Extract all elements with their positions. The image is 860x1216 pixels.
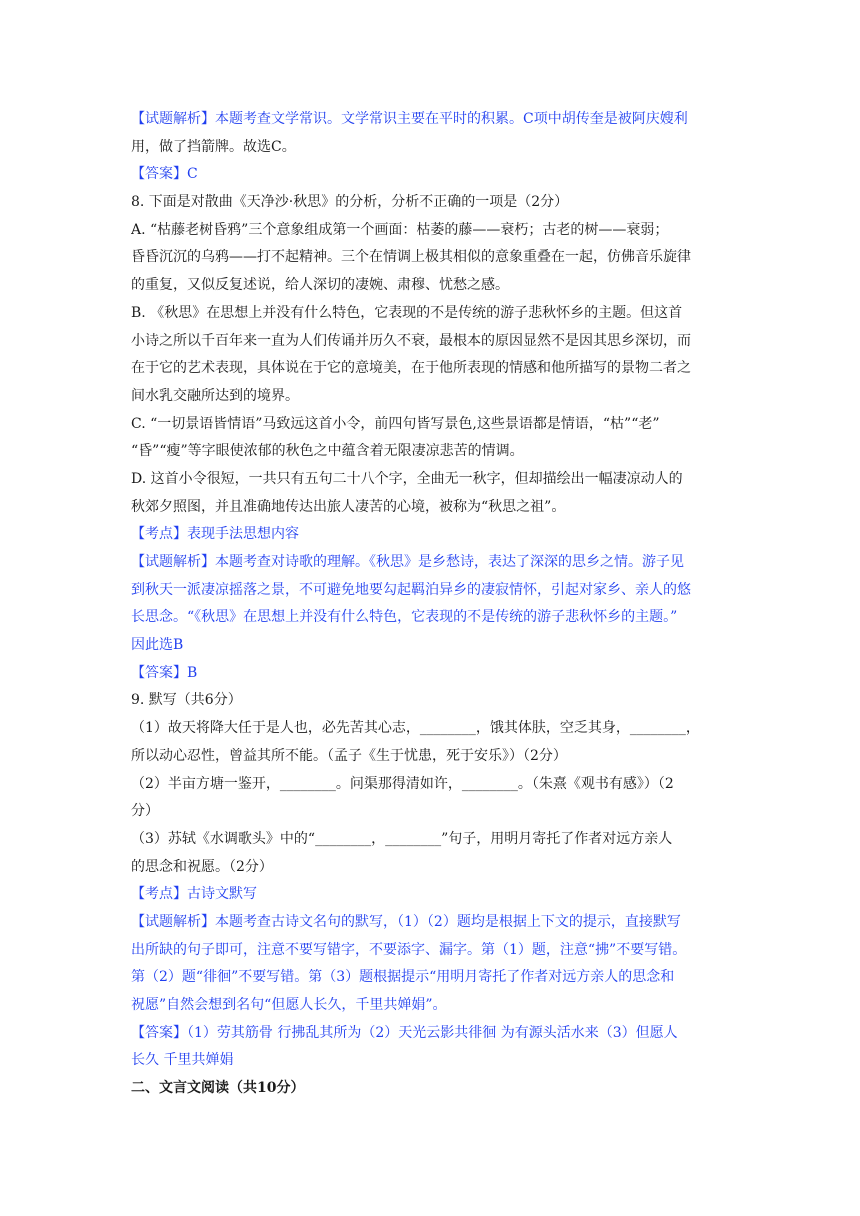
text-line xyxy=(131,660,735,688)
line-text: 所以动心忍性，曾益其所不能。（孟子《生于忧患，死于安乐》）（2分） xyxy=(131,747,567,764)
text-line xyxy=(131,881,735,909)
section-tag: 【答案】 xyxy=(131,664,187,681)
tag-content: B xyxy=(187,664,198,681)
line-text: 在于它的艺术表现，具体说在于它的意境美，在于他所表现的情感和他所描写的景物二者之 xyxy=(131,360,691,377)
line-text: 长久 千里共婵娟 xyxy=(131,1052,234,1069)
section-tag: 【试题解析】 xyxy=(131,913,215,930)
text-line xyxy=(131,244,735,272)
text-line xyxy=(131,743,735,771)
text-line xyxy=(131,355,735,383)
text-line xyxy=(131,577,735,605)
line-text: （2）半亩方塘一鉴开，________。问渠那得清如许，________。（朱熹《观书有感》）（2 xyxy=(131,775,674,792)
tag-content: 本题考查对诗歌的理解。《秋思》是乡愁诗，表达了深深的思乡之情。游子见 xyxy=(215,554,684,570)
text-line xyxy=(131,328,735,356)
section-tag: 【试题解析】 xyxy=(131,554,215,570)
section-tag: 【考点】 xyxy=(131,886,187,903)
text-line xyxy=(131,964,735,992)
text-line xyxy=(131,715,735,743)
text-line xyxy=(131,632,735,660)
text-line xyxy=(131,604,735,632)
line-text: “昏”“瘦”等字眼使浓郁的秋色之中蕴含着无限凄凉悲苦的情调。 xyxy=(131,443,524,460)
line-text: 秋郊夕照图，并且准确地传达出旅人凄苦的心境，被称为“秋思之祖”。 xyxy=(131,498,566,515)
text-line xyxy=(131,438,735,466)
text-line xyxy=(131,909,735,937)
text-line xyxy=(131,300,735,328)
text-line xyxy=(131,383,735,411)
text-line xyxy=(131,854,735,882)
text-line xyxy=(131,937,735,965)
section-tag: 【考点】 xyxy=(131,526,187,543)
text-line xyxy=(131,521,735,549)
document-body xyxy=(131,106,735,1103)
line-text: B. 《秋思》在思想上并没有什么特色，它表现的不是传统的游子悲秋怀乡的主题。但这首 xyxy=(131,304,683,321)
text-line xyxy=(131,549,735,577)
line-text: 用，做了挡箭牌。故选C。 xyxy=(131,138,296,155)
line-text: 间水乳交融所达到的境界。 xyxy=(131,387,299,404)
tag-content: 古诗文默写 xyxy=(187,886,257,903)
tag-content: 本题考查古诗文名句的默写，（1）（2）题均是根据上下文的提示，直接默写 xyxy=(215,913,681,930)
text-line xyxy=(131,494,735,522)
tag-content: 表现手法思想内容 xyxy=(187,526,299,543)
tag-content: 本题考查文学常识。文学常识主要在平时的积累。C项中胡传奎是被阿庆嫂利 xyxy=(215,111,688,127)
section-heading: 二、文言文阅读（共10分） xyxy=(131,1080,305,1097)
line-text: （3）苏轼《水调歌头》中的“________，________”句子，用明月寄托了作者对远方亲人 xyxy=(131,830,673,847)
tag-content: C xyxy=(187,166,198,183)
line-text: 出所缺的句子即可，注意不要写错字，不要添字、漏字。第（1）题，注意“拂”不要写错。 xyxy=(131,941,687,958)
text-line xyxy=(131,798,735,826)
line-text: 的重复，又似反复述说，给人深切的凄婉、肃穆、忧愁之感。 xyxy=(131,277,509,294)
line-text: C. “一切景语皆情语”马致远这首小令，前四句皆写景色,这些景语都是情语，“枯”“老” xyxy=(131,415,660,432)
line-text: A. “枯藤老树昏鸦”三个意象组成第一个画面：枯萎的藤——衰朽；古老的树——衰弱； xyxy=(131,221,669,238)
text-line xyxy=(131,1020,735,1048)
text-line xyxy=(131,411,735,439)
line-text: 祝愿”自然会想到名句“但愿人长久，千里共婵娟”。 xyxy=(131,997,447,1013)
section-tag: 【试题解析】 xyxy=(131,111,215,127)
text-line xyxy=(131,826,735,854)
line-text: 昏昏沉沉的乌鸦——打不起精神。三个在情调上极其相似的意象重叠在一起，仿佛音乐旋律 xyxy=(131,249,691,266)
text-line xyxy=(131,272,735,300)
text-line xyxy=(131,771,735,799)
text-line xyxy=(131,189,735,217)
line-text: 因此选B xyxy=(131,637,184,654)
tag-content: （1）劳其筋骨 行拂乱其所为（2）天光云影共徘徊 为有源头活水来（3）但愿人 xyxy=(187,1024,678,1041)
text-line xyxy=(131,134,735,162)
line-text: 分） xyxy=(131,803,159,820)
text-line xyxy=(131,217,735,245)
line-text: D. 这首小令很短，一共只有五句二十八个字，全曲无一秋字，但却描绘出一幅凄凉动人的 xyxy=(131,470,683,487)
line-text: 到秋天一派凄凉摇落之景，不可避免地要勾起羁泊异乡的凄寂情怀，引起对家乡、亲人的悠 xyxy=(131,581,691,598)
text-line xyxy=(131,106,735,134)
line-text: 第（2）题“徘徊”不要写错。第（3）题根据提示“用明月寄托了作者对远方亲人的思念和 xyxy=(131,969,675,986)
text-line xyxy=(131,466,735,494)
text-line xyxy=(131,1075,735,1103)
line-text: 8. 下面是对散曲《天净沙·秋思》的分析，分析不正确的一项是（2分） xyxy=(131,194,569,211)
section-tag: 【答案】 xyxy=(131,1024,187,1041)
text-line xyxy=(131,687,735,715)
text-line xyxy=(131,1047,735,1075)
text-line xyxy=(131,992,735,1020)
line-text: 小诗之所以千百年来一直为人们传诵并历久不衰，最根本的原因显然不是因其思乡深切，而 xyxy=(131,332,691,349)
line-text: 9. 默写（共6分） xyxy=(131,692,242,709)
line-text: （1）故天将降大任于是人也，必先苦其心志，________，饿其体肤，空乏其身，________， xyxy=(131,720,700,737)
section-tag: 【答案】 xyxy=(131,166,187,183)
text-line xyxy=(131,161,735,189)
line-text: 长思念。“《秋思》在思想上并没有什么特色，它表现的不是传统的游子悲秋怀乡的主题。” xyxy=(131,609,678,626)
line-text: 的思念和祝愿。（2分） xyxy=(131,858,273,875)
